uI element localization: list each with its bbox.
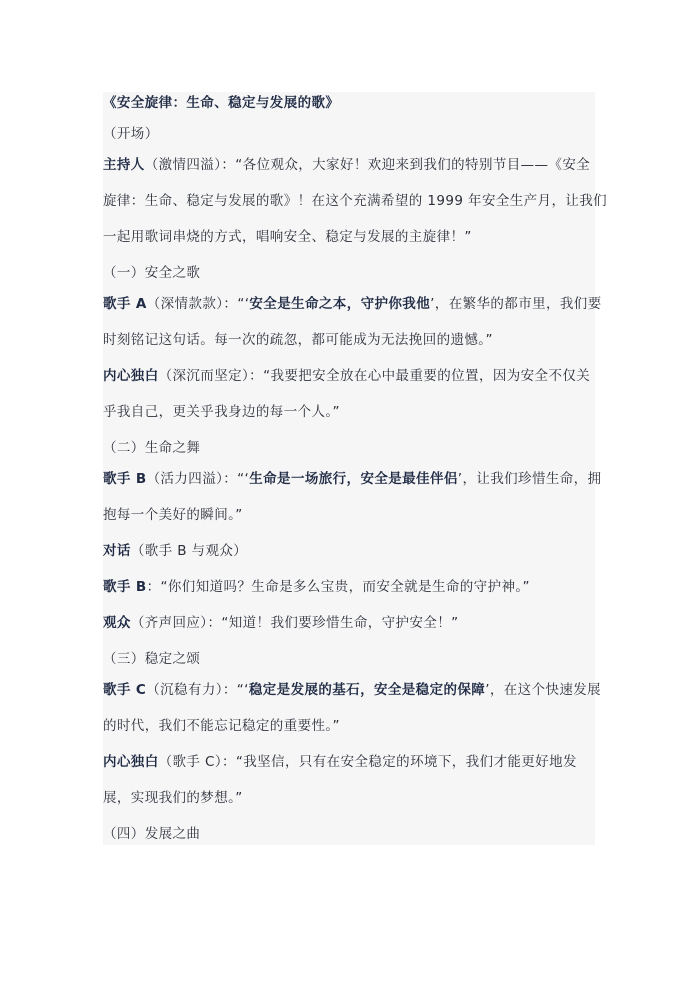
singer-b-dialog-line: [103, 576, 595, 598]
inner-monologue-1-text-1: “我要把安全放在心中最重要的位置，因为安全不仅关: [263, 368, 591, 384]
inner-monologue-1-label: 内心独白: [103, 368, 159, 384]
host-text-1: “各位观众，大家好！欢迎来到我们的特别节目——《安全: [235, 157, 591, 173]
section-heading-4: （四）发展之曲: [103, 826, 201, 842]
document-body: [103, 92, 608, 845]
document-title: 《安全旋律：生命、稳定与发展的歌》: [103, 95, 340, 111]
section-heading-2: （二）生命之舞: [103, 440, 201, 456]
inner-monologue-2-label: 内心独白: [103, 754, 159, 770]
singer-b-text-1: ’，让我们珍惜生命，拥: [457, 471, 602, 487]
inner-monologue-2-line1: [103, 751, 595, 773]
inner-monologue-2-note: （歌手 C）：: [158, 754, 236, 770]
section-heading-1: （一）安全之歌: [103, 265, 201, 281]
singer-c-line1: [103, 679, 602, 701]
section-heading-3: （三）稳定之颂: [103, 651, 201, 667]
singer-a-quote-open: “‘: [237, 296, 250, 312]
host-paragraph-line3: 一起用歌词串烧的方式，唱响安全、稳定与发展的主旋律！”: [103, 229, 472, 245]
singer-a-line2: 时刻铭记这句话。每一次的疏忽，都可能成为无法挽回的遗憾。”: [103, 332, 493, 348]
dialog-note: （歌手 B 与观众）: [130, 543, 248, 559]
section-opening: （开场）: [103, 126, 159, 142]
inner-monologue-2-line2: 展，实现我们的梦想。”: [103, 790, 243, 806]
singer-a-note: （深情款款）：: [146, 296, 238, 312]
audience-line: [103, 612, 595, 634]
singer-b-line1: [103, 468, 602, 490]
singer-c-line2: 的时代，我们不能忘记稳定的重要性。”: [103, 718, 340, 734]
singer-a-bold-lyric: 安全是生命之本，守护你我他: [249, 296, 431, 312]
audience-label: 观众: [103, 615, 131, 631]
inner-monologue-1-line2: 乎我自己，更关乎我身边的每一个人。”: [103, 404, 340, 420]
inner-monologue-2-text-1: “我坚信，只有在安全稳定的环境下，我们才能更好地发: [235, 754, 577, 770]
inner-monologue-1-note: （深沉而坚定）：: [158, 368, 264, 384]
audience-text: （齐声回应）：“知道！我们要珍惜生命，守护安全！”: [130, 615, 459, 631]
dialog-label: 对话: [103, 543, 131, 559]
singer-b-dialog-label: 歌手 B: [103, 579, 147, 595]
dialog-heading: [103, 540, 595, 562]
singer-a-text-1: ’，在繁华的都市里，我们要: [430, 296, 602, 312]
host-note: （激情四溢）：: [144, 157, 236, 173]
singer-a-label: 歌手 A: [103, 296, 147, 312]
singer-b-note: （活力四溢）：: [146, 471, 238, 487]
singer-c-bold-lyric: 稳定是发展的基石，安全是稳定的保障: [248, 682, 486, 698]
singer-b-dialog-text: ：“你们知道吗？生命是多么宝贵，而安全就是生命的守护神。”: [146, 579, 530, 595]
singer-c-note: （沉稳有力）：: [146, 682, 237, 698]
singer-a-line1: [103, 293, 602, 315]
singer-b-line2: 抱每一个美好的瞬间。”: [103, 507, 243, 523]
host-paragraph-line1: [103, 154, 595, 176]
singer-c-quote-open: “‘: [236, 682, 249, 698]
host-label: 主持人: [103, 157, 145, 173]
singer-c-label: 歌手 C: [103, 682, 147, 698]
singer-c-text-1: ’，在这个快速发展: [485, 682, 602, 698]
singer-b-bold-lyric: 生命是一场旅行，安全是最佳伴侣: [249, 471, 458, 487]
singer-b-label: 歌手 B: [103, 471, 147, 487]
singer-b-quote-open: “‘: [237, 471, 250, 487]
inner-monologue-1-line1: [103, 365, 595, 387]
host-paragraph-line2: 旋律：生命、稳定与发展的歌》！在这个充满希望的 1999 年安全生产月，让我们: [103, 193, 608, 209]
